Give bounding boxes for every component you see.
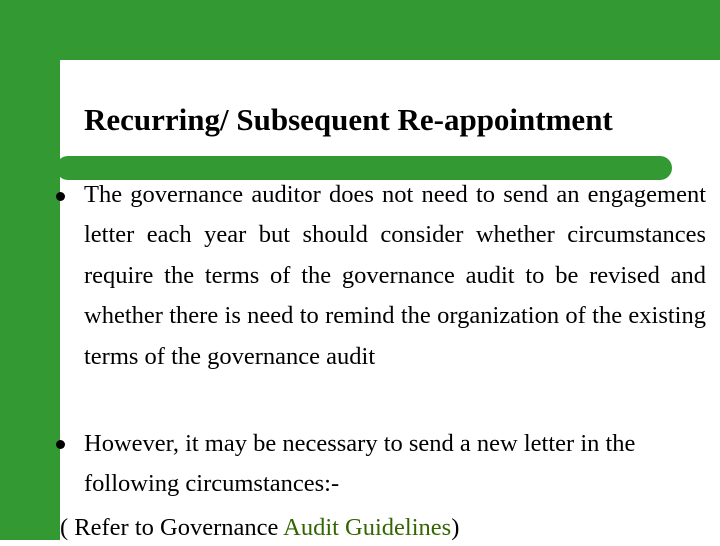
footnote-prefix: ( Refer to Governance: [60, 514, 284, 541]
slide-title: Recurring/ Subsequent Re-appointment: [84, 102, 613, 137]
bullet-dot-icon: [56, 440, 65, 449]
footnote-suffix: ): [451, 514, 460, 541]
bullet-text-1: The governance auditor does not need to send an engagement letter each year but should consider whether circumstances require the terms of the governance audit to be revised and whether there is need to remind the organization of the existing terms of the governance audit: [84, 181, 706, 370]
bullet-dot-icon: [56, 192, 65, 201]
footnote-reference: [60, 510, 720, 546]
left-green-band: [0, 0, 60, 540]
bullet-text-2: However, it may be necessary to send a new letter in the following circumstances:-: [84, 430, 636, 498]
top-green-band: [0, 0, 720, 60]
footnote-highlight: Audit Guidelines: [283, 514, 452, 541]
